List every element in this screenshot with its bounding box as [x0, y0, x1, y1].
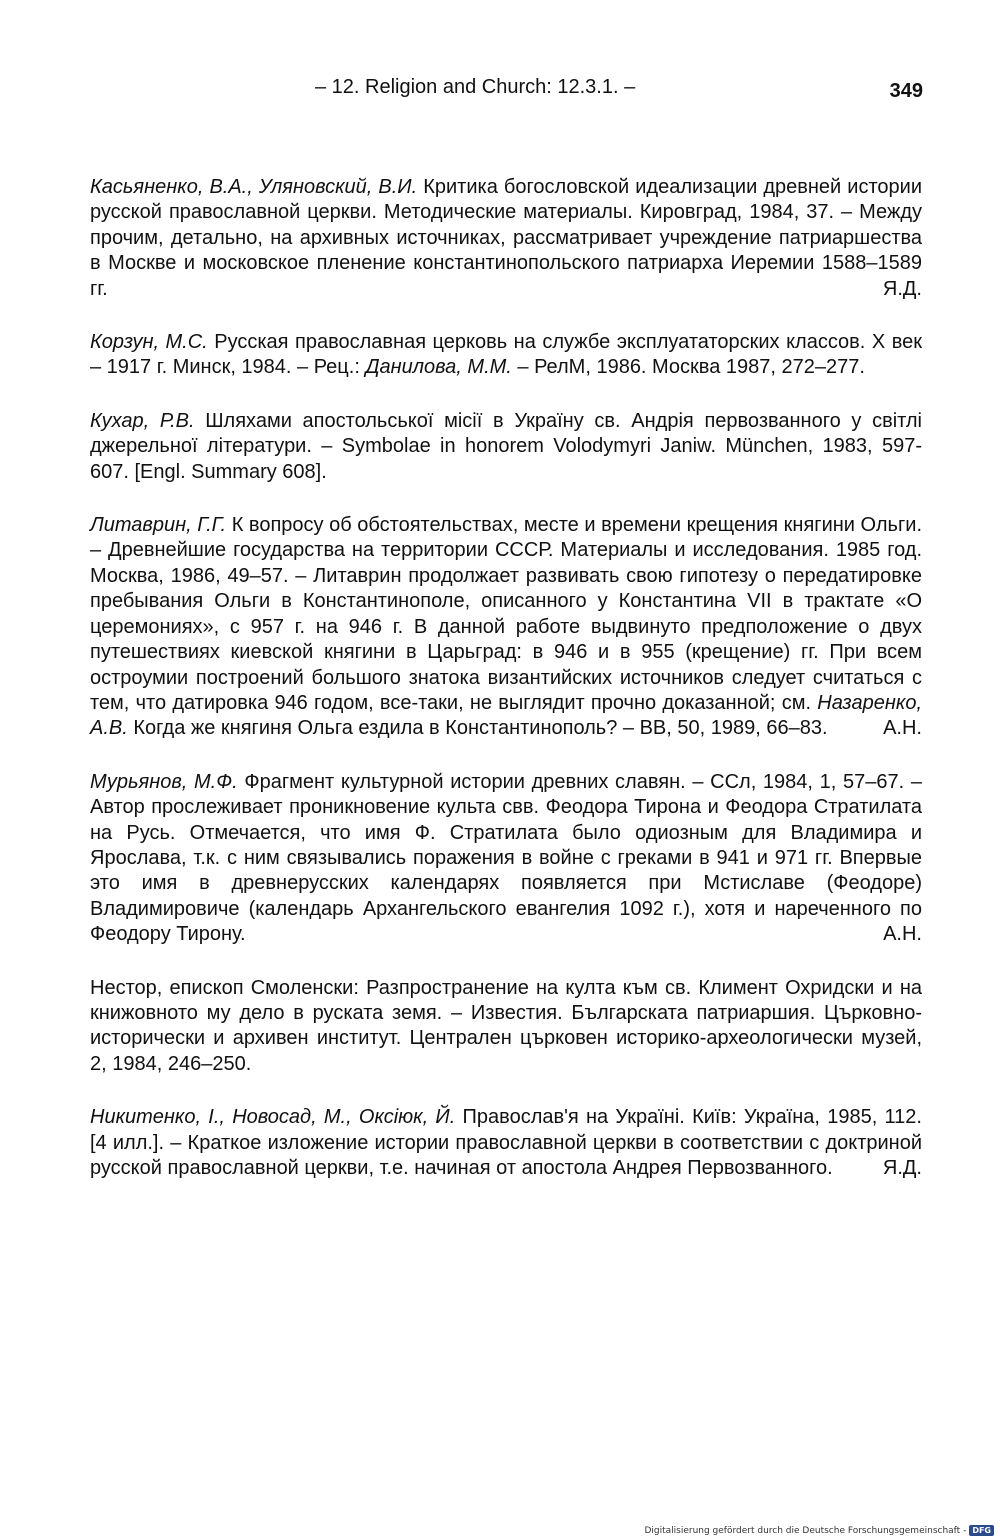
reviewer-signature: А.Н. [883, 923, 922, 946]
entry-text: Православ'я на Україні. Київ: Україна, 1985, 112. [4 илл.]. – Краткое изложение истории православной церкви в соответствии с доктриной русской православной церкви, т.е. начиная от апостола Андрея Первозванного. [90, 1106, 922, 1179]
dfg-logo: DFG [969, 1525, 994, 1536]
bibliography-entry [90, 976, 922, 1078]
page-number: 349 [889, 80, 923, 102]
running-head-title: – 12. Religion and Church: 12.3.1. – [315, 76, 636, 98]
footer-text: Digitalisierung gefördert durch die Deutsche Forschungsgemeinschaft - [644, 1525, 967, 1536]
entry-text: Фрагмент культурной истории древних славян. – ССл, 1984, 1, 57–67. – Автор прослеживает проникновение культа свв. Феодора Тирона и Феодора Стратилата на Русь. Отмечается, что имя Ф. Стратилата было одиозным для Владимира и Ярослава, т.к. с ним связывались поражения в войне с греками в 941 и 971 гг. Впервые это имя в древнерусских календарях появляется при Мстиславе (Феодоре) Владимировиче (календарь Архангельского евангелия 1092 г.), хотя и нареченного по Феодору Тирону. [90, 770, 922, 946]
reviewer-signature: А.Н. [883, 717, 922, 740]
entry-text: Шляхами апостольської місії в Україну св. Андрія первозванного у світлі джерельної літератури. – Symbolae in honorem Volodymyri Janiw. München, 1983, 597-607. [Engl. Summary 608]. [90, 409, 923, 483]
digitization-footer [644, 1525, 994, 1536]
bibliography-entry [90, 770, 922, 948]
bibliography-entry [90, 513, 922, 742]
entry-author: Кухар, Р.В. [90, 409, 195, 432]
bibliography-entries [90, 155, 922, 1209]
entry-text: Критика богословской идеализации древней истории русской православной церкви. Методические материалы. Кировград, 1984, 37. – Между прочим, детально, на архивных источниках, рассматривает учреждение патриаршества в Москве и московское пленение константинопольского патриарха Иеремии 1588–1589 гг. [90, 176, 922, 300]
entry-author: Касьяненко, В.А., Уляновский, В.И. [90, 176, 418, 198]
entry-author: Мурьянов, М.Ф. [90, 770, 238, 793]
bibliography-entry [90, 175, 922, 302]
bibliography-entry [90, 409, 922, 485]
entry-text: Русская православная церковь на службе эксплуататорских классов. X век – 1917 г. Минск, 1984. – Рец.: [90, 331, 922, 379]
running-header [90, 74, 925, 106]
entry-author: Корзун, М.С. [90, 331, 208, 354]
reviewer-signature: Я.Д. [882, 277, 922, 300]
entry-text-continued: Когда же княгиня Ольга ездила в Константинополь? – ВВ, 50, 1989, 66–83. [127, 717, 828, 740]
entry-text: Нестор, епископ Смоленски: Разпространение на култа към св. Климент Охридски и на книжовното му дело в руската земя. – Известия. Българската патриаршия. Църковно-исторически и архивен институт. Централен църковен историко-археологически музей, 2, 1984, 246–250. [90, 976, 922, 1075]
entry-author: Литаврин, Г.Г. [90, 514, 227, 537]
entry-author: Никитенко, І., Новосад, М., Оксіюк, Й. [90, 1106, 456, 1129]
entry-text: К вопросу об обстоятельствах, месте и времени крещения княгини Ольги. – Древнейшие государства на территории СССР. Материалы и исследования. 1985 год. Москва, 1986, 49–57. – Литаврин продолжает развивать свою гипотезу о передатировке пребывания Ольги в Константинополе, описанного у Константина VII в трактате «О церемониях», с 957 г. на 946 г. В данной работе выдвинуто предположение о двух путешествиях киевской княгини в Царьград: в 946 и в 955 (крещение) гг. При всем остроумии построений большого знатока византийских источников следует считаться с тем, что датировка 946 годом, все-таки, не выглядит прочно доказанной; см. [90, 514, 922, 714]
reviewer-signature: Я.Д. [882, 1157, 922, 1179]
bibliography-entry [90, 330, 922, 381]
entry-reference-author: Назаренко, А.В. [90, 691, 922, 740]
entry-text-continued: – РелМ, 1986. Москва 1987, 272–277. [511, 356, 865, 379]
bibliography-entry [90, 1105, 922, 1181]
entry-reference-author: Данилова, М.М. [365, 356, 512, 379]
